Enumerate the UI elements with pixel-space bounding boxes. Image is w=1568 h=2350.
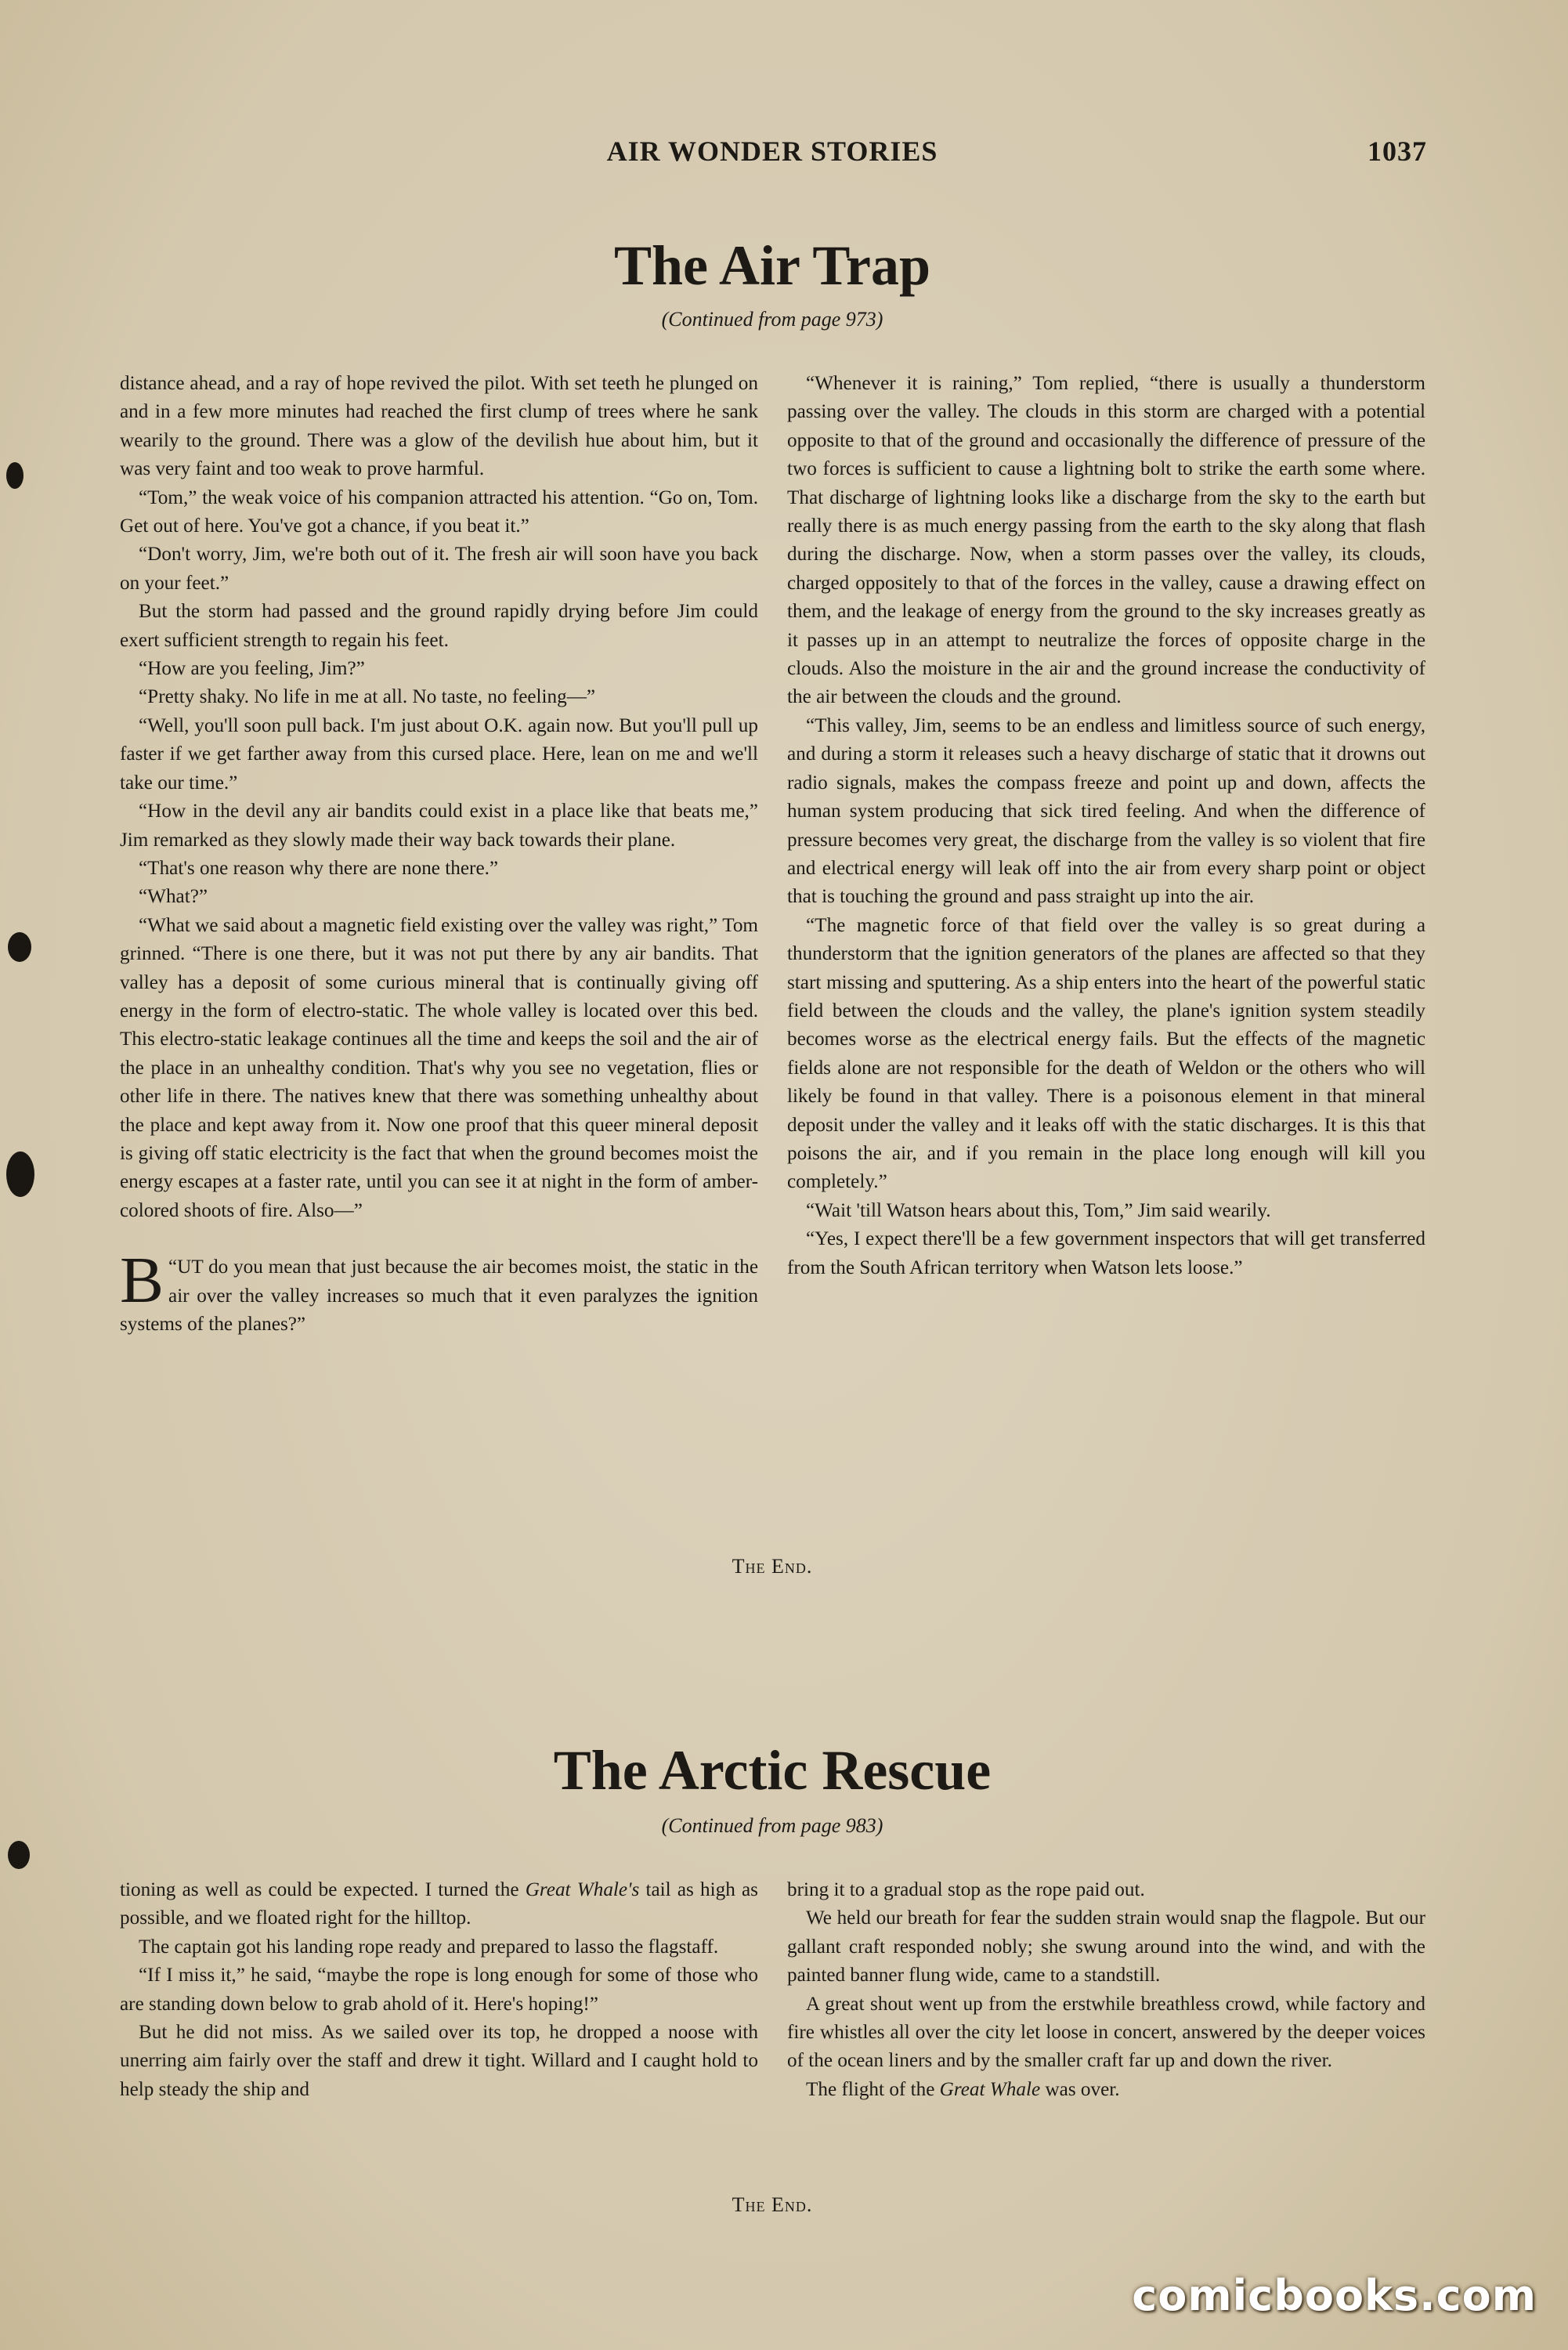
the-end-marker: The End. bbox=[732, 2193, 813, 2216]
paragraph-text: tioning as well as could be expected. I turned the bbox=[120, 1879, 526, 1900]
story1-left-column bbox=[120, 370, 758, 1339]
drop-cap: B bbox=[120, 1244, 164, 1318]
paragraph: “This valley, Jim, seems to be an endless and limitless source of such energy, and during a storm it releases such a heavy discharge of static that it drowns out radio signals, makes the compass freeze and point up and down, affects the human system producing that sick tired feeling. And when the difference of pressure becomes very great, the discharge from the valley is so violent that fire and electrical energy will leak off into the air from every sharp point or object that is touching the ground and pass straight up into the air. bbox=[787, 714, 1425, 908]
paragraph bbox=[120, 1876, 758, 1933]
ship-name: Great Whale's bbox=[525, 1879, 640, 1900]
paragraph: “That's one reason why there are none there.” bbox=[139, 857, 499, 879]
paragraph: “Well, you'll soon pull back. I'm just about O.K. again now. But you'll pull up faster if we get farther away from this cursed place. Here, lean on me and we'll take our time.” bbox=[120, 714, 758, 794]
the-end-marker: The End. bbox=[732, 1555, 813, 1578]
paragraph: “How are you feeling, Jim?” bbox=[139, 658, 365, 680]
ship-name: Great Whale bbox=[939, 2078, 1041, 2100]
opening-quote: “ bbox=[168, 1256, 178, 1278]
story-title: The Air Trap bbox=[613, 234, 931, 297]
paragraph: “Tom,” the weak voice of his companion attracted his attention. “Go on, Tom. Get out of here. You've got a chance, if you beat it.” bbox=[120, 486, 758, 537]
magazine-title: AIR WONDER STORIES bbox=[606, 136, 938, 167]
paragraph: “Yes, I expect there'll be a few government inspectors that will get transferred from the South African territory when Watson lets loose.” bbox=[787, 1228, 1425, 1278]
story1-right-column bbox=[787, 370, 1425, 1282]
paragraph: distance ahead, and a ray of hope revived the pilot. With set teeth he plunged on and in a few more minutes had reached the first clump of trees where he sank wearily to the ground. There was a glow of the devilish hue about him, but it was very faint and too weak to prove harmful. bbox=[120, 373, 758, 480]
page-number: 1037 bbox=[1367, 136, 1427, 167]
story2-left-column bbox=[120, 1876, 758, 2104]
paragraph: “What we said about a magnetic field existing over the valley was right,” Tom grinned. “There is one there, but it was not put there by any air bandits. That valley has a deposit of some curious mineral that is continually giving off energy in the form of electro-static. The whole valley is located over this bed. This electro-static leakage continues all the time and keeps the soil and the air of the place in an unhealthy condition. That's why you see no vegetation, flies or other life in there. The natives knew that there was something unhealthy about the place and kept away from it. Now one proof that this queer mineral deposit is giving off static electricity is the fact that when the ground becomes moist the energy escapes at a faster rate, until you can see it at night in the form of amber-colored shoots of fire. Also—” bbox=[120, 914, 758, 1221]
paragraph: “Wait 'till Watson hears about this, Tom,” Jim said wearily. bbox=[806, 1199, 1271, 1221]
paragraph: “What?” bbox=[139, 886, 208, 908]
paragraph: But the storm had passed and the ground rapidly drying before Jim could exert sufficient strength to regain his feet. bbox=[120, 601, 758, 651]
paragraph-text: was over. bbox=[1040, 2078, 1120, 2100]
paragraph: “Whenever it is raining,” Tom replied, “there is usually a thunderstorm passing over the valley. The clouds in this storm are charged with a potential opposite to that of the ground and occasionally the difference of pressure of the two forces is sufficient to cause a lightning bolt to strike the earth some where. That discharge of lightning looks like a discharge from the sky to the earth but really there is as much energy passing from the earth to the sky along that flash during the discharge. Now, when a storm passes over the valley, its clouds, charged oppositely to that of the forces in the valley, cause a drawing effect on them, and the leakage of energy from the ground to the sky increases greatly as it passes up in an attempt to neutralize the forces of opposite charge in the clouds. Also the moisture in the air and the ground increase the conductivity of the air between the clouds and the ground. bbox=[787, 373, 1425, 708]
paragraph: “If I miss it,” he said, “maybe the rope is long enough for some of those who are standing down below to grab ahold of it. Here's hoping!” bbox=[120, 1965, 758, 2015]
paragraph: “How in the devil any air bandits could exist in a place like that beats me,” Jim remarked as they slowly made their way back towards their plane. bbox=[120, 801, 758, 851]
paragraph: But he did not miss. As we sailed over its top, he dropped a noose with unerring aim fairly over the staff and drew it tight. Willard and I caught hold to help steady the ship and bbox=[120, 2022, 758, 2100]
paragraph: bring it to a gradual stop as the rope paid out. bbox=[787, 1879, 1145, 1900]
binding-hole bbox=[8, 1841, 30, 1869]
paragraph: “Pretty shaky. No life in me at all. No taste, no feeling—” bbox=[139, 686, 596, 708]
continued-note: (Continued from page 983) bbox=[661, 1814, 883, 1837]
binding-hole bbox=[8, 932, 31, 962]
paragraph-text: UT do you mean that just because the air becomes moist, the static in the air over the valley increases so much that it even paralyzes the ignition systems of the planes?” bbox=[120, 1256, 758, 1335]
binding-hole bbox=[6, 462, 23, 489]
paragraph: The captain got his landing rope ready and prepared to lasso the flagstaff. bbox=[139, 1936, 719, 1958]
paragraph-text: tail as high as possible, and we floated right for the hilltop. bbox=[120, 1879, 758, 1929]
story-title: The Arctic Rescue bbox=[553, 1739, 992, 1802]
paragraph: “The magnetic force of that field over the valley is so great during a thunderstorm that the ignition generators of the planes are affected so that they start missing and sputtering. As a ship enters into the heart of the powerful static field between the clouds and the valley, the plane's ignition system steadily becomes worse as the electrical energy fails. But the effects of the magnetic fields alone are not responsible for the death of Weldon or the others who will likely be found in that valley. There is a poisonous element in that mineral deposit under the valley and it leaks off with the static discharges. It is this that poisons the air, and if you remain in the place long enough will kill you completely.” bbox=[787, 914, 1425, 1193]
running-header bbox=[117, 135, 1427, 174]
watermark: comicbooks.com bbox=[1132, 2271, 1537, 2320]
paragraph-text: The flight of the bbox=[806, 2078, 940, 2100]
binding-hole bbox=[6, 1152, 34, 1197]
paragraph: A great shout went up from the erstwhile breathless crowd, while factory and fire whistles all over the city let loose in concert, answered by the deeper voices of the ocean liners and by the smaller craft far up and down the river. bbox=[787, 1993, 1425, 2072]
paragraph bbox=[787, 2076, 1425, 2104]
story2-right-column bbox=[787, 1876, 1425, 2104]
paragraph: We held our breath for fear the sudden strain would snap the flagpole. But our gallant craft responded nobly; she swung around into the wind, and with the painted banner flung wide, came to a standstill. bbox=[787, 1907, 1425, 1987]
paragraph: “Don't worry, Jim, we're both out of it. The fresh air will soon have you back on your feet.” bbox=[120, 544, 758, 594]
continued-note: (Continued from page 973) bbox=[661, 308, 883, 331]
drop-cap-paragraph bbox=[120, 1244, 758, 1339]
